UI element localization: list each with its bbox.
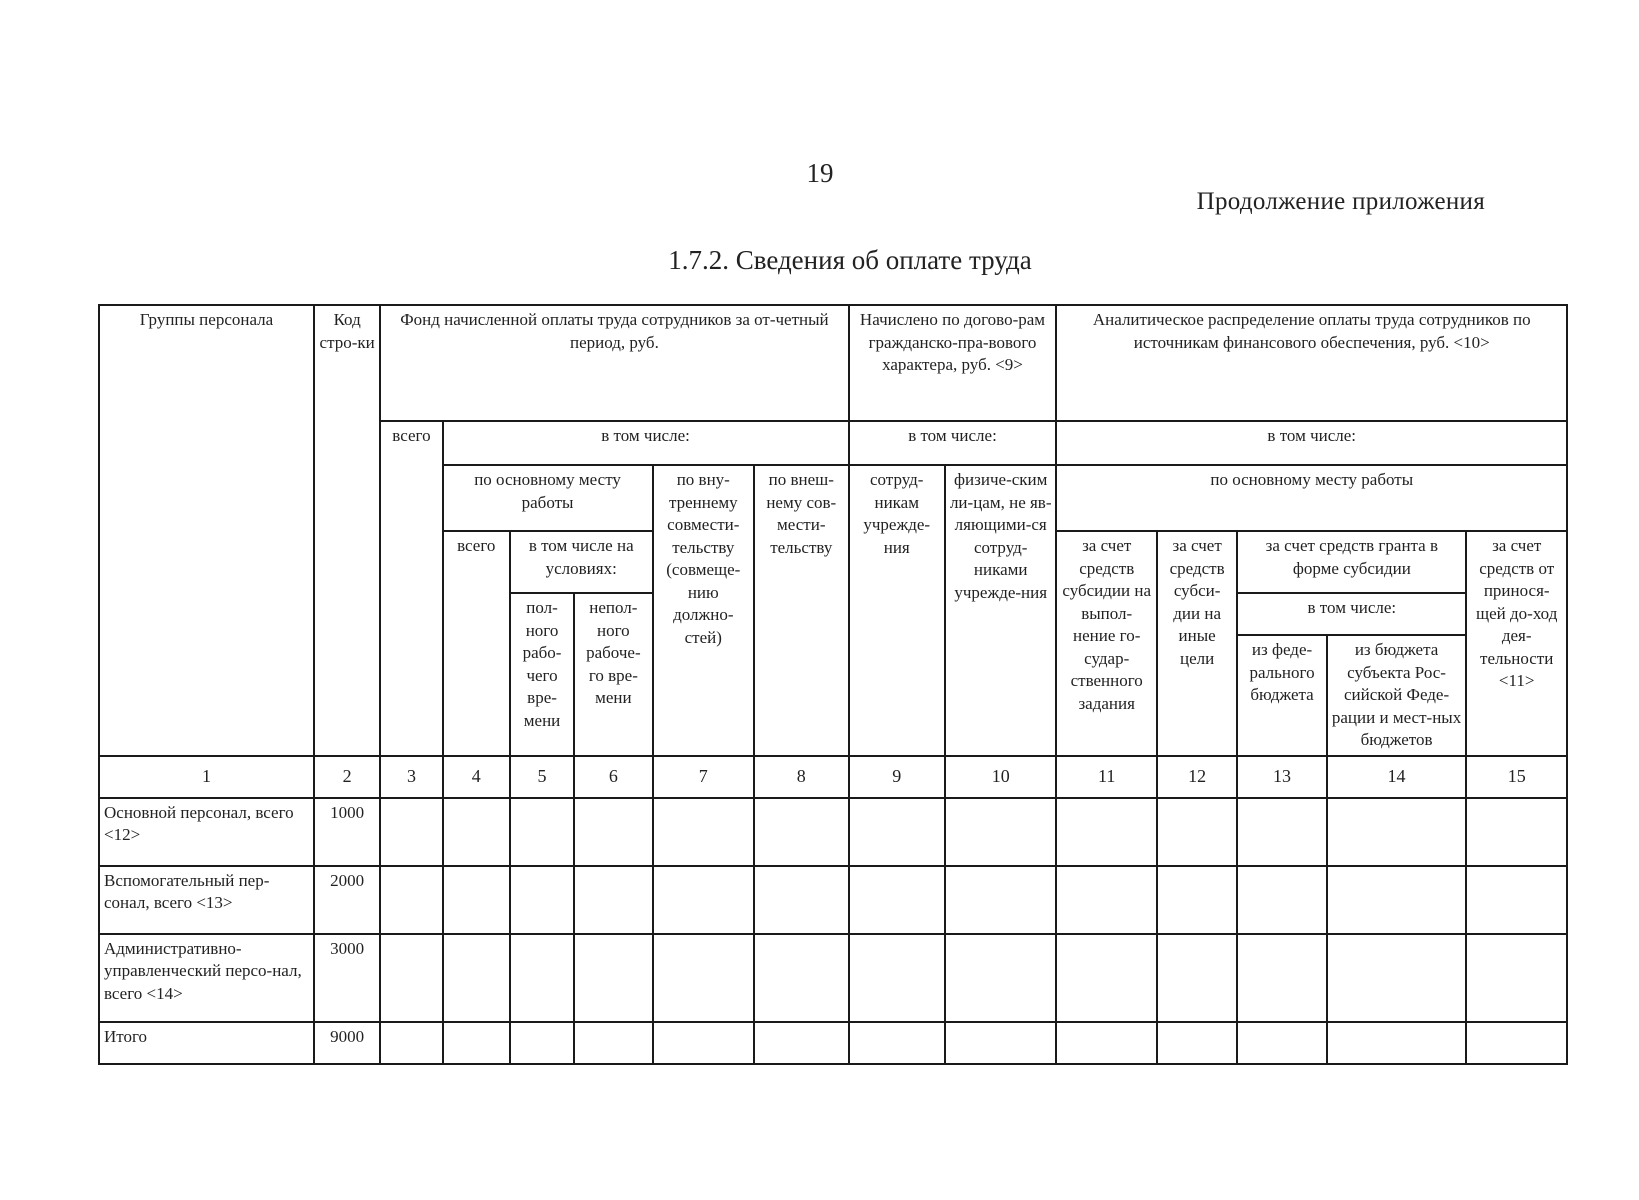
value-cell[interactable] (510, 1022, 574, 1064)
column-number: 8 (754, 756, 849, 798)
value-cell[interactable] (380, 798, 442, 866)
value-cell[interactable] (849, 866, 945, 934)
value-cell[interactable] (1327, 866, 1467, 934)
value-cell[interactable] (1157, 866, 1237, 934)
value-cell[interactable] (1466, 798, 1567, 866)
value-cell[interactable] (380, 934, 442, 1022)
value-cell[interactable] (1157, 934, 1237, 1022)
section-title: 1.7.2. Сведения об оплате труда (668, 245, 1032, 275)
header-regional: из бюджета субъекта Рос-сийской Феде-рации и мест-ных бюджетов (1327, 635, 1467, 756)
row-code: 1000 (314, 798, 380, 866)
value-cell[interactable] (1237, 798, 1326, 866)
value-cell[interactable] (1327, 934, 1467, 1022)
value-cell[interactable] (1466, 934, 1567, 1022)
header-income: за счет средств от принося-щей до-ход дея-тельности <11> (1466, 531, 1567, 756)
row-label: Административно-управленческий персо-нал, всего <14> (99, 934, 314, 1022)
table-row (99, 934, 1567, 1022)
value-cell[interactable] (1056, 1022, 1156, 1064)
column-number: 11 (1056, 756, 1156, 798)
header-external: по внеш-нему сов-мести-тельству (754, 465, 849, 756)
value-cell[interactable] (510, 934, 574, 1022)
value-cell[interactable] (574, 934, 652, 1022)
value-cell[interactable] (443, 934, 510, 1022)
header-subsidy-task: за счет средств субсидии на выпол-нение го-судар-ственного задания (1056, 531, 1156, 756)
column-number: 15 (1466, 756, 1567, 798)
header-civil-incl: в том числе: (849, 421, 1057, 465)
value-cell[interactable] (653, 934, 754, 1022)
header-federal: из феде-рального бюджета (1237, 635, 1326, 756)
column-number: 1 (99, 756, 314, 798)
value-cell[interactable] (754, 798, 849, 866)
column-number: 5 (510, 756, 574, 798)
value-cell[interactable] (574, 1022, 652, 1064)
header-fund-total: всего (380, 421, 442, 756)
value-cell[interactable] (574, 866, 652, 934)
header-analytic: Аналитическое распределение оплаты труда сотрудников по источникам финансового обеспечения, руб. <10> (1056, 305, 1567, 421)
column-number: 2 (314, 756, 380, 798)
header-main-total: всего (443, 531, 510, 756)
value-cell[interactable] (754, 1022, 849, 1064)
header-main-conditions: в том числе на условиях: (510, 531, 653, 593)
header-analytic-main: по основному месту работы (1056, 465, 1567, 531)
value-cell[interactable] (1056, 866, 1156, 934)
value-cell[interactable] (1056, 798, 1156, 866)
column-number: 10 (945, 756, 1057, 798)
value-cell[interactable] (1327, 798, 1467, 866)
header-fund-incl: в том числе: (443, 421, 849, 465)
value-cell[interactable] (1056, 934, 1156, 1022)
header-fund: Фонд начисленной оплаты труда сотрудников за от-четный период, руб. (380, 305, 848, 421)
value-cell[interactable] (443, 866, 510, 934)
value-cell[interactable] (653, 1022, 754, 1064)
column-number: 14 (1327, 756, 1467, 798)
table-row (99, 866, 1567, 934)
column-number: 9 (849, 756, 945, 798)
table-row-total (99, 1022, 1567, 1064)
header-civil: Начислено по догово-рам гражданско-пра-вового характера, руб. <9> (849, 305, 1057, 421)
value-cell[interactable] (945, 866, 1057, 934)
column-number: 6 (574, 756, 652, 798)
value-cell[interactable] (574, 798, 652, 866)
value-cell[interactable] (1157, 1022, 1237, 1064)
page-number: 19 (806, 158, 834, 188)
value-cell[interactable] (443, 798, 510, 866)
value-cell[interactable] (849, 1022, 945, 1064)
value-cell[interactable] (1237, 866, 1326, 934)
header-subsidy-other: за счет средств субси-дии на иные цели (1157, 531, 1237, 756)
header-part-time: непол-ного рабоче-го вре-мени (574, 593, 652, 756)
value-cell[interactable] (510, 866, 574, 934)
continuation-label: Продолжение приложения (1196, 188, 1485, 215)
value-cell[interactable] (1237, 934, 1326, 1022)
salary-table (98, 304, 1568, 1065)
row-code: 9000 (314, 1022, 380, 1064)
value-cell[interactable] (380, 1022, 442, 1064)
value-cell[interactable] (849, 934, 945, 1022)
table-row (99, 798, 1567, 866)
column-number: 3 (380, 756, 442, 798)
value-cell[interactable] (849, 798, 945, 866)
value-cell[interactable] (510, 798, 574, 866)
column-number: 12 (1157, 756, 1237, 798)
value-cell[interactable] (945, 1022, 1057, 1064)
row-code: 3000 (314, 934, 380, 1022)
header-code: Код стро-ки (314, 305, 380, 756)
row-label: Итого (99, 1022, 314, 1064)
column-number: 13 (1237, 756, 1326, 798)
column-number-row (99, 756, 1567, 798)
row-code: 2000 (314, 866, 380, 934)
value-cell[interactable] (945, 798, 1057, 866)
header-staff: сотруд-никам учрежде-ния (849, 465, 945, 756)
salary-table-container (98, 304, 1568, 1065)
column-number: 4 (443, 756, 510, 798)
value-cell[interactable] (1466, 866, 1567, 934)
value-cell[interactable] (653, 866, 754, 934)
value-cell[interactable] (443, 1022, 510, 1064)
header-groups: Группы персонала (99, 305, 314, 756)
value-cell[interactable] (945, 934, 1057, 1022)
value-cell[interactable] (754, 934, 849, 1022)
value-cell[interactable] (1157, 798, 1237, 866)
value-cell[interactable] (380, 866, 442, 934)
header-grant-incl: в том числе: (1237, 593, 1466, 635)
column-number: 7 (653, 756, 754, 798)
value-cell[interactable] (754, 866, 849, 934)
value-cell[interactable] (653, 798, 754, 866)
header-main-place: по основному месту работы (443, 465, 653, 531)
row-label: Основной персонал, всего <12> (99, 798, 314, 866)
header-individuals: физиче-ским ли-цам, не яв-ляющими-ся сотруд-никами учрежде-ния (945, 465, 1057, 756)
header-grant: за счет средств гранта в форме субсидии (1237, 531, 1466, 593)
value-cell[interactable] (1466, 1022, 1567, 1064)
header-full-time: пол-ного рабо-чего вре-мени (510, 593, 574, 756)
header-analytic-incl: в том числе: (1056, 421, 1567, 465)
header-internal: по вну-треннему совмести-тельству (совмеще-нию должно-стей) (653, 465, 754, 756)
value-cell[interactable] (1327, 1022, 1467, 1064)
value-cell[interactable] (1237, 1022, 1326, 1064)
row-label: Вспомогательный пер-сонал, всего <13> (99, 866, 314, 934)
